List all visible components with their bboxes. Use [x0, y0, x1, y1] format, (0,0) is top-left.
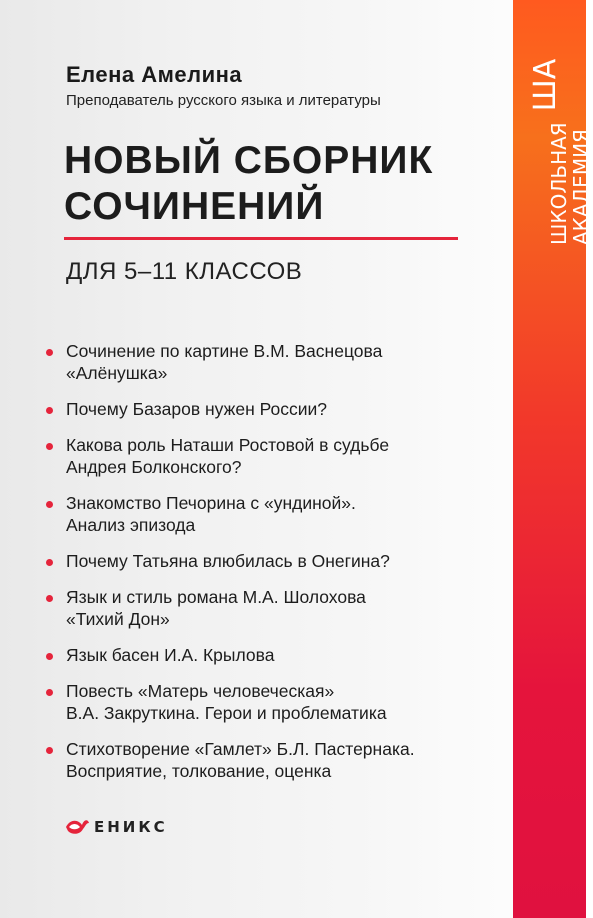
- topic-line: Восприятие, толкование, оценка: [66, 761, 332, 781]
- topic-item: [46, 738, 486, 782]
- topic-line: Какова роль Наташи Ростовой в судьбе: [66, 435, 390, 455]
- topic-line: Анализ эпизода: [66, 515, 196, 535]
- grade-range: ДЛЯ 5–11 КЛАССОВ: [66, 258, 303, 285]
- topic-line: Почему Базаров нужен России?: [66, 399, 328, 419]
- title-divider: [64, 237, 458, 240]
- bullet-icon: [46, 653, 53, 660]
- topic-line: Стихотворение «Гамлет» Б.Л. Пастернака.: [66, 739, 415, 759]
- topic-line: Почему Татьяна влюбилась в Онегина?: [66, 551, 390, 571]
- topic-line: Знакомство Печорина с «ундиной».: [66, 493, 356, 513]
- topic-item: [46, 492, 486, 536]
- bullet-icon: [46, 349, 53, 356]
- topic-line: Язык басен И.А. Крылова: [66, 645, 275, 665]
- publisher-logo: [64, 815, 168, 839]
- series-name-line-2: АКАДЕМИЯ: [569, 129, 593, 245]
- publisher-name: ЕНИКС: [94, 818, 168, 836]
- topic-item: [46, 644, 486, 666]
- book-title: [64, 138, 433, 230]
- book-title-line-1: НОВЫЙ СБОРНИК: [64, 139, 434, 182]
- topic-line: Андрея Болконского?: [66, 457, 242, 477]
- author-subtitle: Преподаватель русского языка и литературы: [66, 92, 381, 109]
- topic-item: [46, 340, 486, 384]
- topic-line: Язык и стиль романа М.А. Шолохова: [66, 587, 366, 607]
- topic-line: В.А. Закруткина. Герои и проблематика: [66, 703, 387, 723]
- topic-item: [46, 550, 486, 572]
- topic-line: «Алёнушка»: [66, 363, 168, 383]
- book-title-line-2: СОЧИНЕНИЙ: [64, 185, 325, 228]
- topic-item: [46, 398, 486, 420]
- author-name: Елена Амелина: [66, 62, 243, 87]
- bullet-icon: [46, 747, 53, 754]
- bullet-icon: [46, 443, 53, 450]
- topic-item: [46, 586, 486, 630]
- bullet-icon: [46, 501, 53, 508]
- topic-item: [46, 680, 486, 724]
- series-name-line-1: ШКОЛЬНАЯ: [547, 122, 571, 245]
- topic-line: Сочинение по картине В.М. Васнецова: [66, 341, 383, 361]
- topic-item: [46, 434, 486, 478]
- topic-line: «Тихий Дон»: [66, 609, 170, 629]
- series-logo: ША: [527, 58, 563, 112]
- bullet-icon: [46, 559, 53, 566]
- topic-line: Повесть «Матерь человеческая»: [66, 681, 335, 701]
- topics-list: [46, 340, 486, 796]
- bullet-icon: [46, 407, 53, 414]
- bullet-icon: [46, 595, 53, 602]
- bullet-icon: [46, 689, 53, 696]
- phoenix-icon: [64, 815, 90, 839]
